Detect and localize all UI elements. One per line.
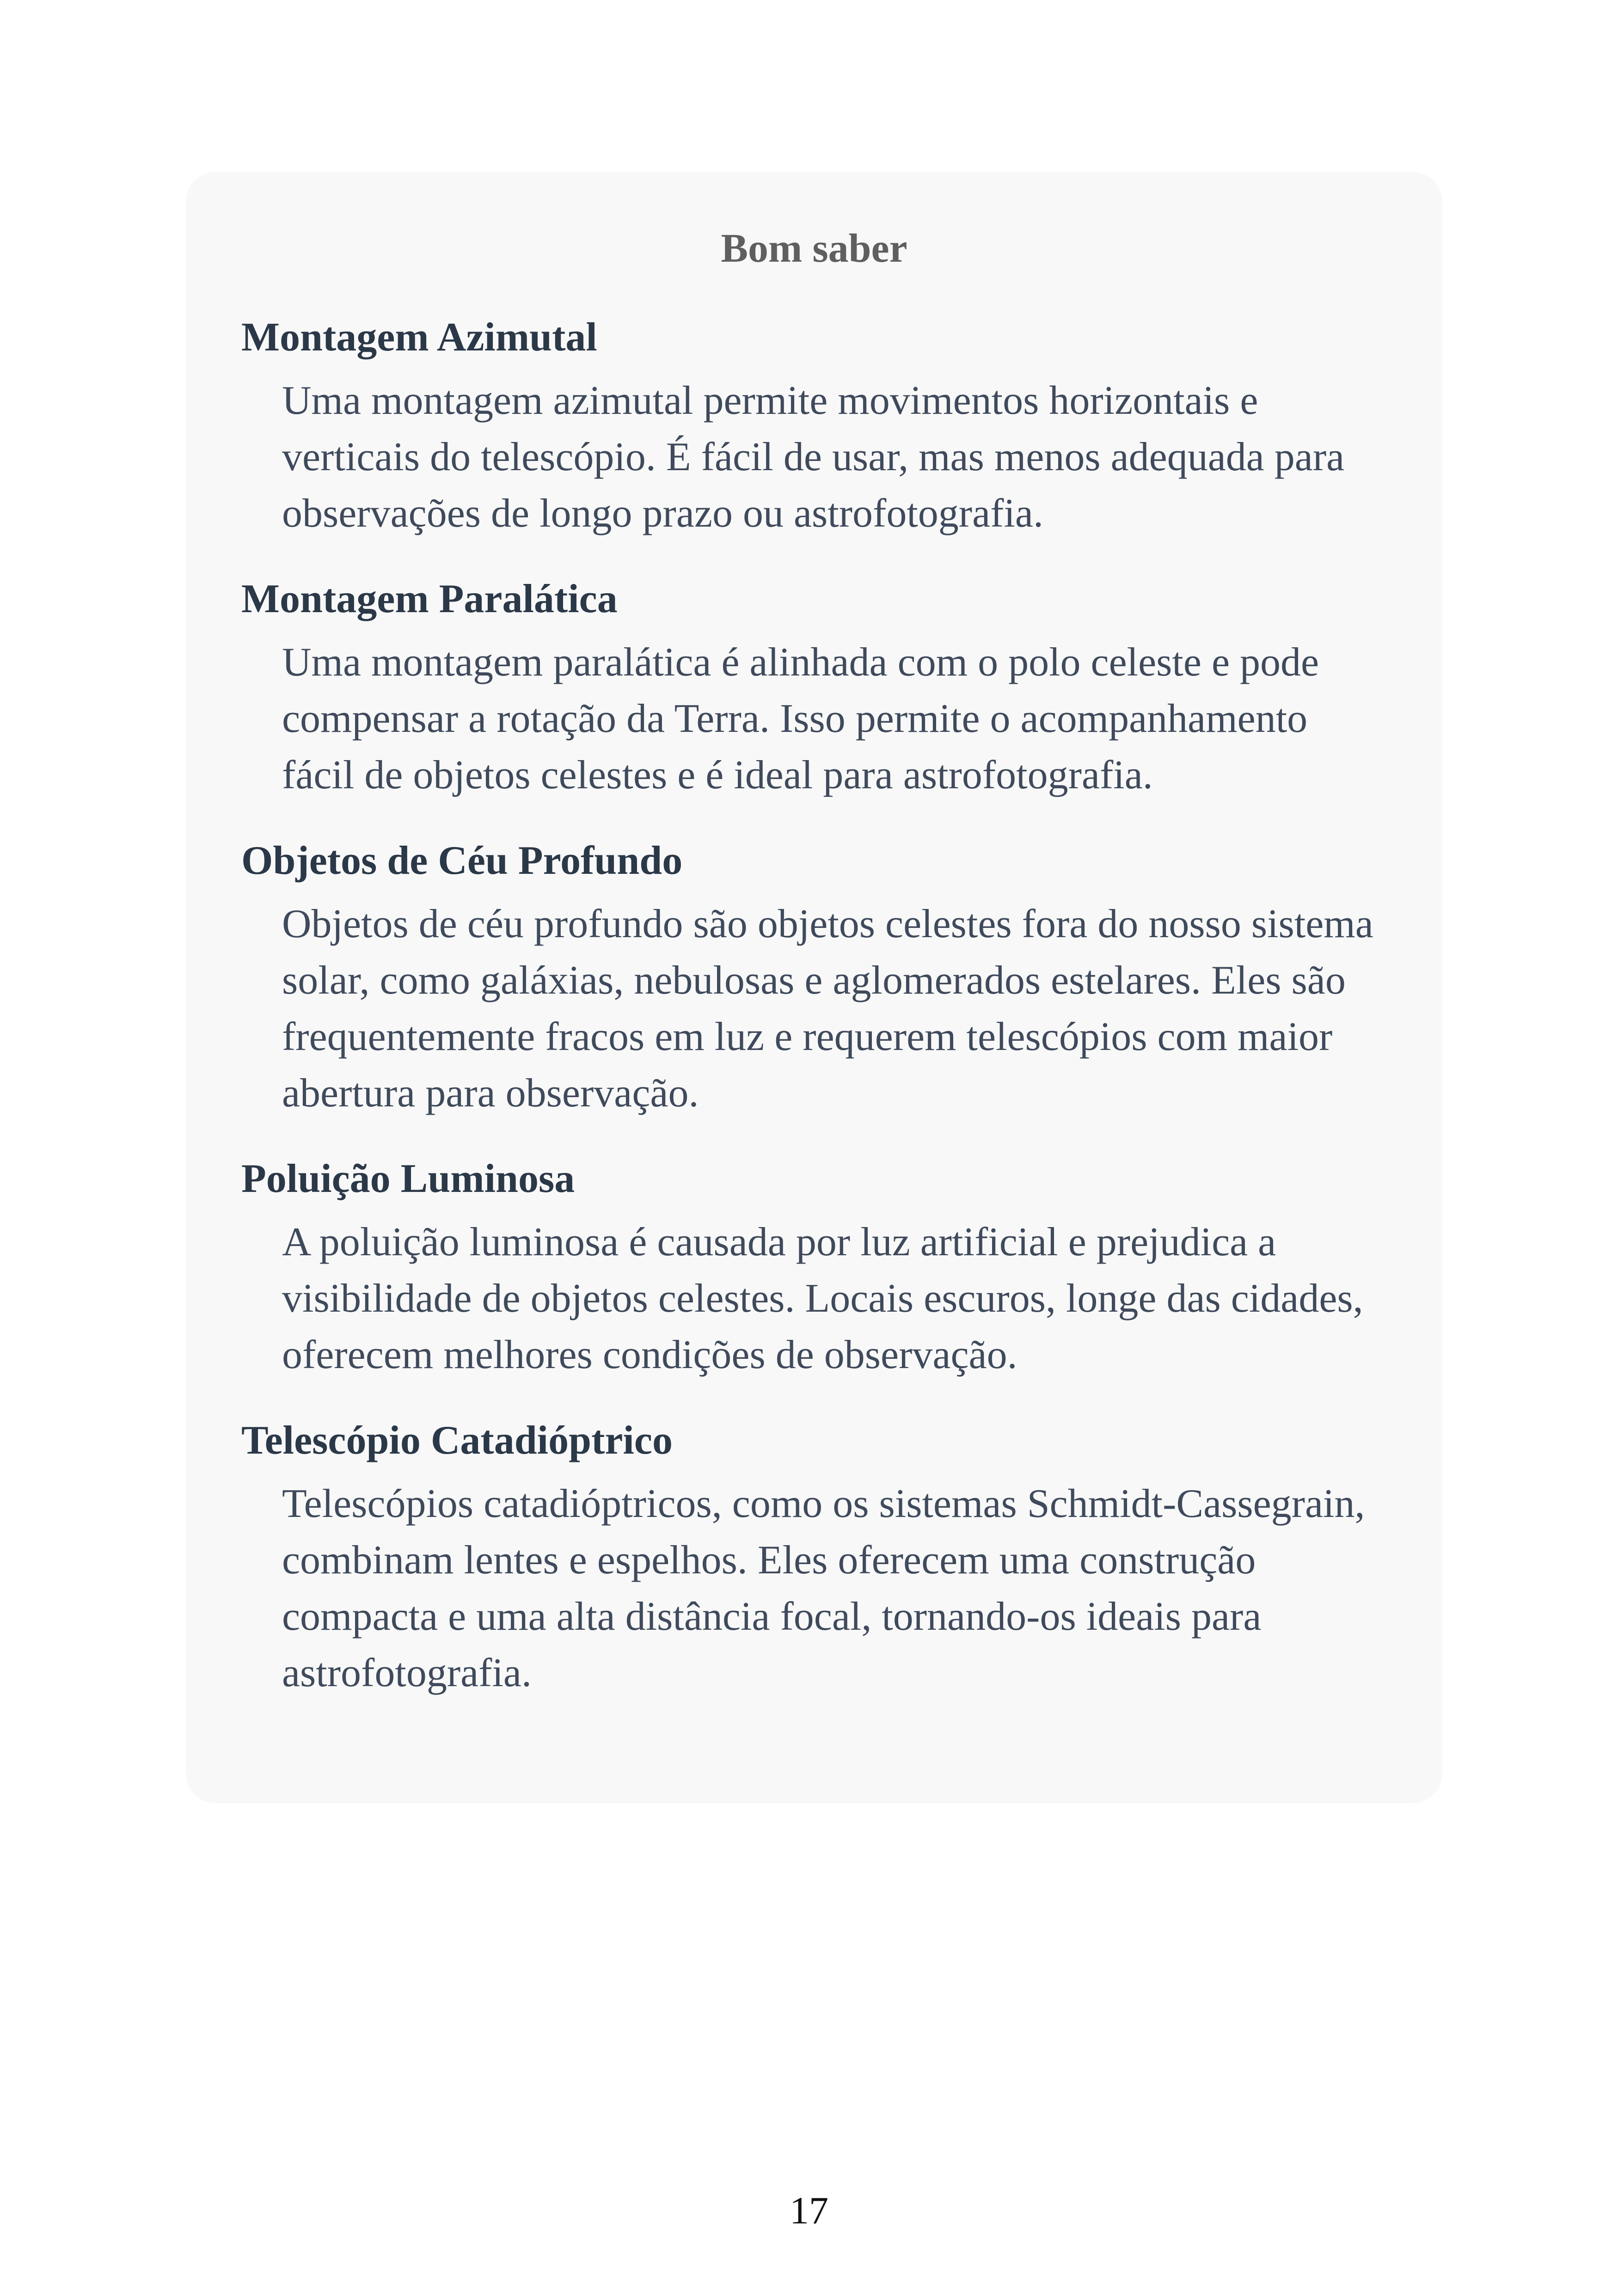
good-to-know-box [186, 172, 1442, 1803]
glossary-entry [241, 1420, 1387, 1701]
glossary-entry [241, 579, 1387, 804]
glossary-entry [241, 838, 1387, 1122]
entry-term: Objetos de Céu Profundo [241, 838, 683, 883]
entry-description: Uma montagem paralática é alinhada com o polo celeste e pode compensar a rotação da Terra. Isso permite o acompanhamento fácil de objetos celestes e é ideal para astrofotografia. [282, 640, 1319, 798]
page-number: 17 [790, 2189, 828, 2232]
glossary-entry [241, 317, 1387, 542]
entry-term: Telescópio Catadióptrico [241, 1418, 673, 1463]
glossary-entry [241, 1156, 1387, 1383]
entry-description: Objetos de céu profundo são objetos celestes fora do nosso sistema solar, como galáxias, nebulosas e aglomerados estelares. Eles são frequentemente fracos em luz e requerem telescópios com maior abertura para observação. [282, 902, 1373, 1116]
entry-term: Montagem Azimutal [241, 315, 597, 360]
entry-term: Poluição Luminosa [241, 1156, 575, 1201]
entry-description: Uma montagem azimutal permite movimentos horizontais e verticais do telescópio. É fácil de usar, mas menos adequada para observações de longo prazo ou astrofotografia. [282, 378, 1345, 536]
box-title: Bom saber [721, 226, 907, 271]
entry-term: Montagem Paralática [241, 577, 618, 621]
entry-description: A poluição luminosa é causada por luz artificial e prejudica a visibilidade de objetos celestes. Locais escuros, longe das cidades, oferecem melhores condições de observação. [282, 1220, 1363, 1377]
entry-description: Telescópios catadióptricos, como os sistemas Schmidt-Cassegrain, combinam lentes e espelhos. Eles oferecem uma construção compacta e uma alta distância focal, tornando-os ideais para astrofotografia. [282, 1481, 1365, 1695]
